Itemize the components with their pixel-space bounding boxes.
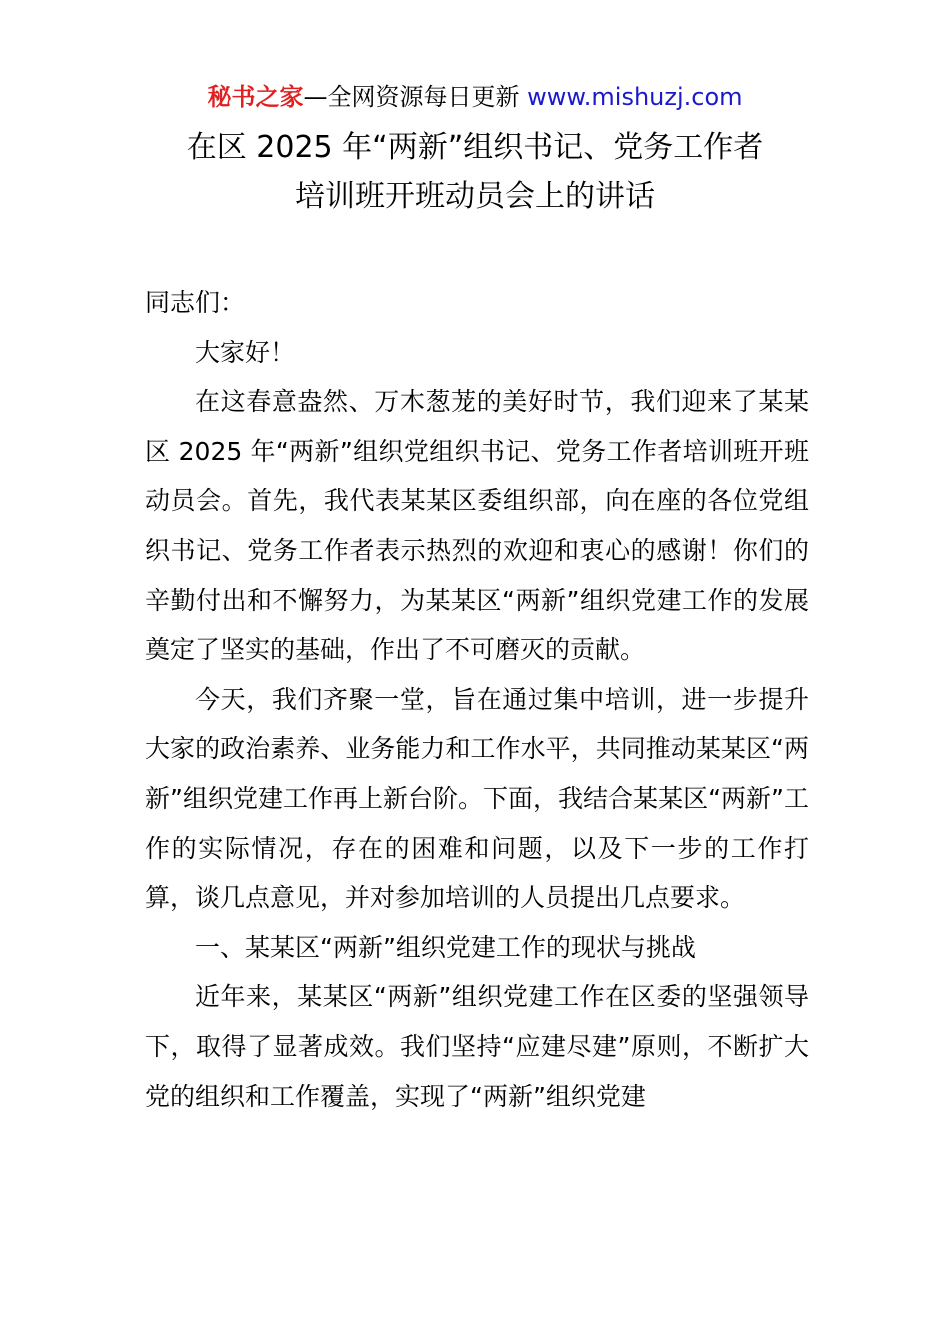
section-heading: 一、某某区“两新”组织党建工作的现状与挑战: [195, 932, 696, 962]
site-tagline: —全网资源每日更新: [303, 83, 520, 111]
site-url-link[interactable]: www.mishuzj.com: [527, 83, 743, 111]
salutation: 同志们：: [145, 288, 246, 317]
document-title-line-1: 在区 2025 年“两新”组织书记、党务工作者: [186, 130, 764, 165]
site-brand: 秘书之家: [207, 83, 304, 111]
greeting: 大家好！: [195, 337, 296, 367]
body-paragraph-1: 在这春意盎然、万木葱茏的美好时节，我们迎来了某某区 2025 年“两新”组织党组织书记、党务工作者培训班开班动员会。首先，我代表某某区委组织部，向在座的各位党组织书记、党务工作者表示热烈的欢迎和衷心的感谢！你们的辛勤付出和不懈努力，为某某区“两新”组织党建工作的发展奠定了坚实的基础，作出了不可磨灭的贡献。: [145, 387, 809, 665]
section-paragraph: 近年来，某某区“两新”组织党建工作在区委的坚强领导下，取得了显著成效。我们坚持“应建尽建”原则，不断扩大党的组织和工作覆盖，实现了“两新”组织党建: [145, 982, 809, 1111]
body-paragraph-2: 今天，我们齐聚一堂，旨在通过集中培训，进一步提升大家的政治素养、业务能力和工作水平，共同推动某某区“两新”组织党建工作再上新台阶。下面，我结合某某区“两新”工作的实际情况，存在的困难和问题，以及下一步的工作打算，谈几点意见，并对参加培训的人员提出几点要求。: [145, 684, 809, 913]
document-title-line-2: 培训班开班动员会上的讲话: [295, 179, 655, 214]
document-body: [145, 278, 809, 1121]
site-header: [0, 80, 950, 114]
